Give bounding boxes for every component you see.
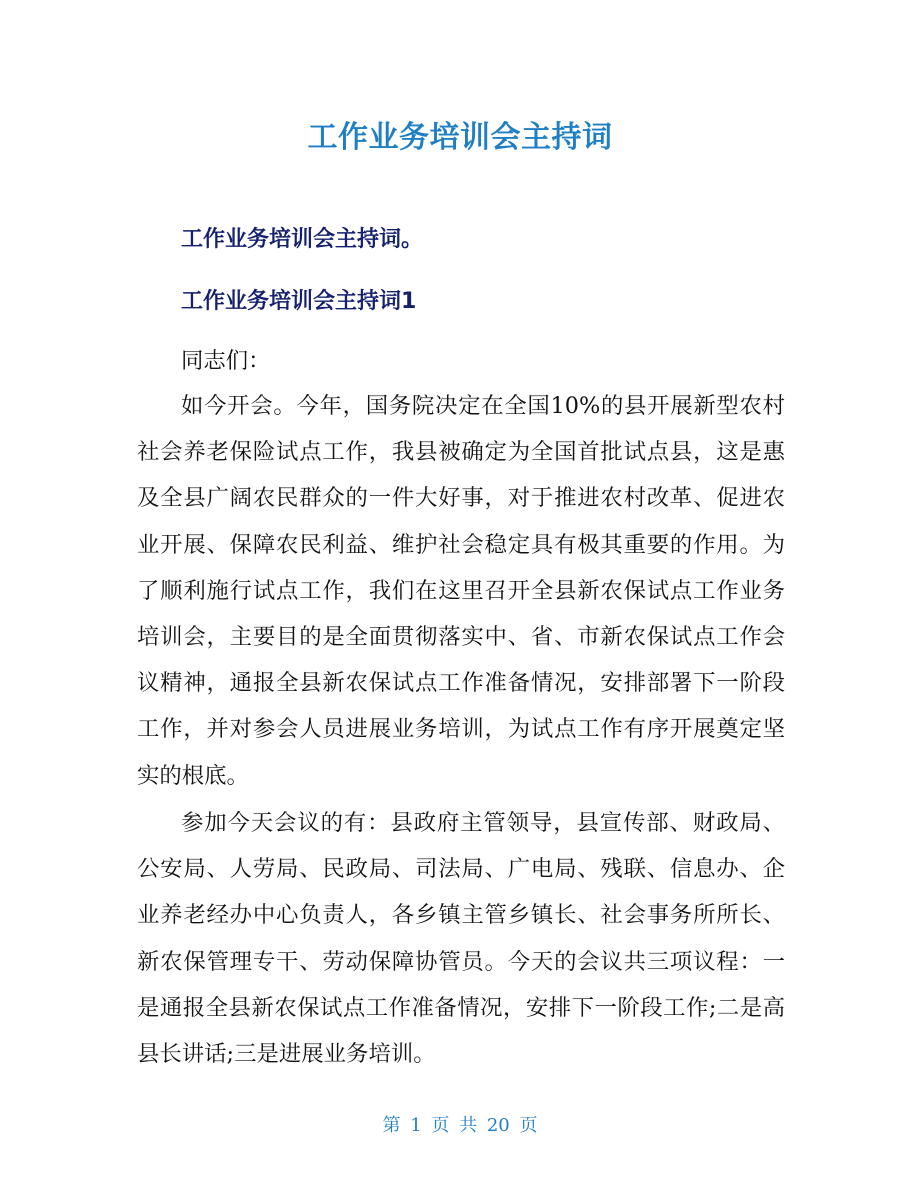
page-number-footer: 第 1 页 共 20 页 — [382, 1115, 538, 1136]
document-title: 工作业务培训会主持词 — [307, 120, 613, 155]
greeting-paragraph: 同志们： — [181, 348, 271, 374]
document-subtitle: 工作业务培训会主持词。 — [181, 227, 424, 252]
section-heading: 工作业务培训会主持词1 — [181, 289, 417, 314]
body-paragraph-1: 如今开会。今年，国务院决定在全国10%的县开展新型农村社会养老保险试点工作，我县被确定为全国首批试点县，这是惠及全县广阔农民群众的一件大好事，对于推进农村改革、促进农业开展、保障农民利益、维护社会稳定具有极其重要的作用。为了顺利施行试点工作，我们在这里召开全县新农保试点工作业务培训会，主要目的是全面贯彻落实中、省、市新农保试点工作会议精神，通报全县新农保试点工作准备情况，安排部署下一阶段工作，并对参会人员进展业务培训，为试点工作有序开展奠定坚实的根底。 — [137, 393, 785, 789]
body-paragraph-2: 参加今天会议的有：县政府主管领导，县宣传部、财政局、公安局、人劳局、民政局、司法局、广电局、残联、信息办、企业养老经办中心负责人，各乡镇主管乡镇长、社会事务所所长、新农保管理专干、劳动保障协管员。今天的会议共三项议程：一是通报全县新农保试点工作准备情况，安排下一阶段工作;二是高县长讲话;三是进展业务培训。 — [137, 810, 785, 1068]
